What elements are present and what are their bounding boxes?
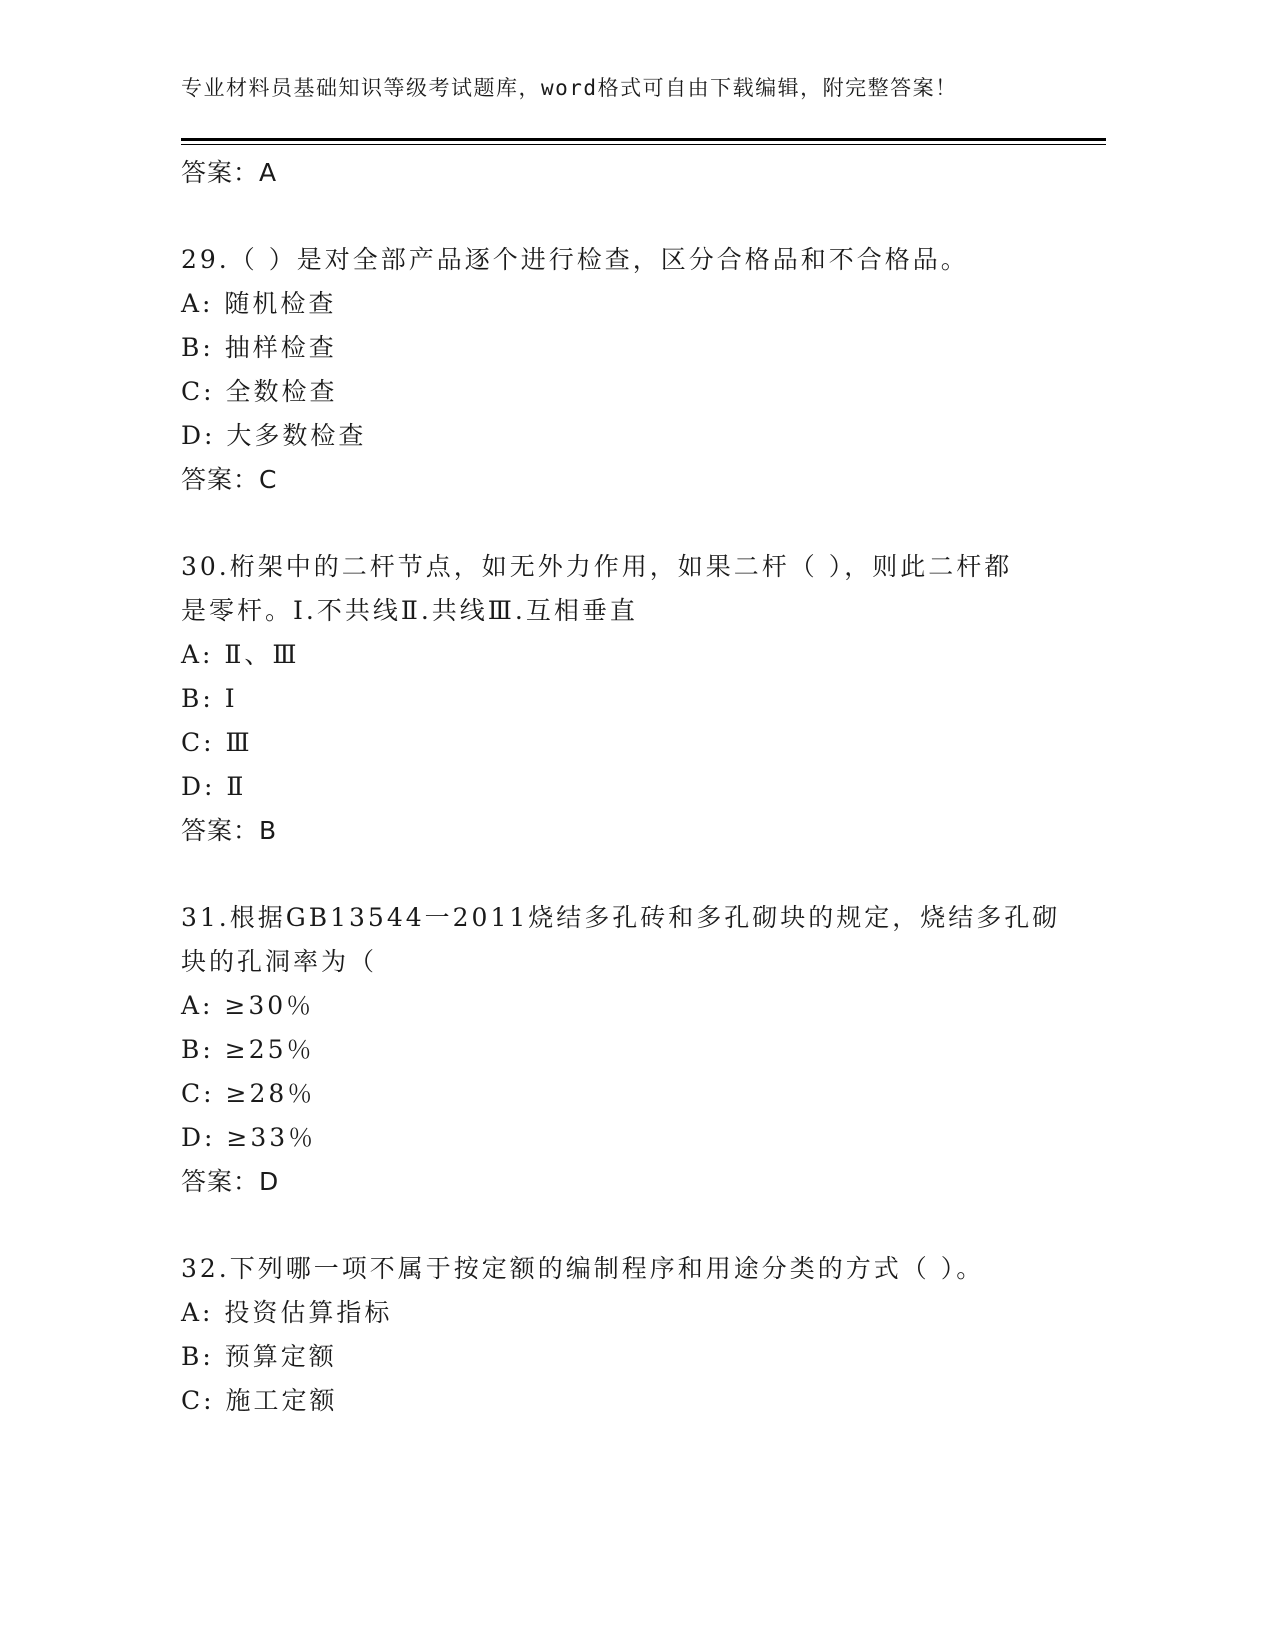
option-d: D: ≥33％ — [181, 1123, 317, 1152]
answer-label: 答案：C — [181, 465, 278, 494]
answer-label: 答案：B — [181, 816, 278, 845]
question-list — [181, 151, 1061, 1423]
question-text: 31.根据GB13544一2011烧结多孔砖和多孔砌块的规定，烧结多孔砌 — [181, 903, 1061, 932]
option-b: B: 预算定额 — [181, 1342, 337, 1371]
option-c: C: Ⅲ — [181, 728, 253, 757]
question-text-continued: 块的孔洞率为（ — [181, 947, 378, 976]
option-c: C: 全数检查 — [181, 377, 338, 406]
option-d: D: Ⅱ — [181, 772, 247, 801]
option-d: D: 大多数检查 — [181, 421, 367, 450]
page-header: 专业材料员基础知识等级考试题库，word格式可自由下载编辑，附完整答案！ — [181, 76, 958, 100]
option-a: A: 投资估算指标 — [181, 1298, 393, 1327]
option-b: B: Ⅰ — [181, 684, 238, 713]
question-text: 32.下列哪一项不属于按定额的编制程序和用途分类的方式（ ）。 — [181, 1254, 985, 1283]
header-rule-thin — [181, 144, 1106, 145]
question-text-continued: 是零杆。I.不共线Ⅱ.共线Ⅲ.互相垂直 — [181, 596, 638, 625]
header-rule-thick — [181, 138, 1106, 141]
option-b: B: ≥25％ — [181, 1035, 315, 1064]
question-text: 29.（ ）是对全部产品逐个进行检查，区分合格品和不合格品。 — [181, 245, 969, 274]
question-text: 30.桁架中的二杆节点，如无外力作用，如果二杆（ ），则此二杆都 — [181, 552, 1013, 581]
option-a: A: Ⅱ、Ⅲ — [181, 640, 300, 669]
option-c: C: 施工定额 — [181, 1386, 338, 1415]
option-b: B: 抽样检查 — [181, 333, 337, 362]
answer-label: 答案：D — [181, 1167, 280, 1196]
option-a: A: 随机检查 — [181, 289, 337, 318]
answer-label: 答案：A — [181, 158, 278, 187]
option-a: A: ≥30％ — [181, 991, 315, 1020]
option-c: C: ≥28％ — [181, 1079, 316, 1108]
